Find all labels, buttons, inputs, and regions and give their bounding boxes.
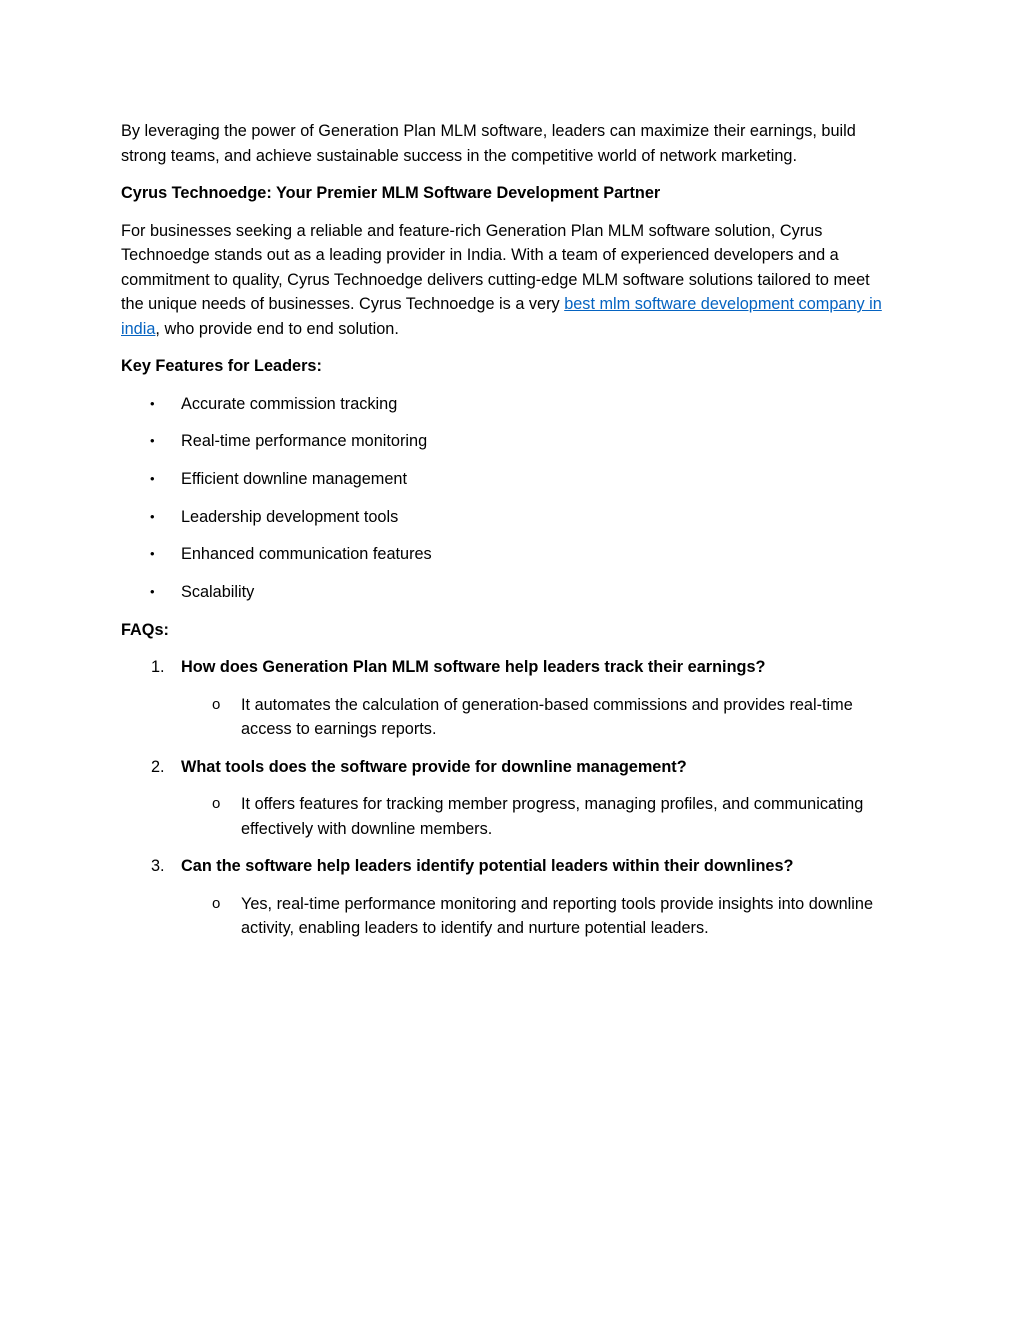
feature-text: Enhanced communication features xyxy=(181,545,432,564)
document-content xyxy=(121,119,896,954)
faq-number: 2. xyxy=(151,757,165,776)
feature-text: Real-time performance monitoring xyxy=(181,432,428,451)
circle-bullet-icon: o xyxy=(212,795,221,813)
list-item xyxy=(121,392,896,417)
bullet-icon: • xyxy=(150,470,155,486)
faq-answer-text: Yes, real-time performance monitoring and reporting tools provide insights into downline activity, enabling leaders to identify and nurture potential leaders. xyxy=(241,894,873,938)
faq-question: What tools does the software provide for downline management? xyxy=(181,757,687,776)
faq-answer-text: It offers features for tracking member progress, managing profiles, and communicating effectively with downline members. xyxy=(241,795,864,838)
faq-item xyxy=(121,655,896,742)
features-heading: Key Features for Leaders: xyxy=(121,357,322,375)
faq-answer xyxy=(181,892,896,941)
list-item xyxy=(121,505,896,530)
faq-answer-text: It automates the calculation of generation-based commissions and provides real-time access to earnings reports. xyxy=(241,695,853,739)
faq-number: 3. xyxy=(151,857,165,876)
bullet-icon: • xyxy=(150,433,155,449)
feature-text: Accurate commission tracking xyxy=(181,394,398,413)
list-item xyxy=(121,580,896,605)
partner-paragraph xyxy=(121,219,896,342)
faqs-list xyxy=(121,655,896,941)
mlm-company-link[interactable]: best mlm software development company in india xyxy=(121,295,882,338)
partner-text-after-link: , who provide end to end solution. xyxy=(155,319,399,338)
features-list xyxy=(121,392,896,605)
bullet-icon: • xyxy=(150,583,155,599)
feature-text: Efficient downline management xyxy=(181,469,407,488)
list-item xyxy=(121,429,896,454)
bullet-icon: • xyxy=(150,395,155,411)
faq-item xyxy=(121,755,896,842)
partner-text-before-link: For businesses seeking a reliable and feature-rich Generation Plan MLM software solution, Cyrus Technoedge stands out as a leading provider in India. With a team of experienced developers and a commitment to quality, Cyrus Technoedge delivers cutting-edge MLM software solutions tailored to meet the unique needs of businesses. Cyrus Technoedge is a very xyxy=(121,221,870,313)
feature-text: Leadership development tools xyxy=(181,507,399,526)
faq-answer xyxy=(181,693,896,742)
partner-heading: Cyrus Technoedge: Your Premier MLM Software Development Partner xyxy=(121,184,661,202)
bullet-icon: • xyxy=(150,508,155,524)
faq-answer xyxy=(181,792,896,841)
circle-bullet-icon: o xyxy=(212,695,221,713)
intro-paragraph: By leveraging the power of Generation Plan MLM software, leaders can maximize their earnings, build strong teams, and achieve sustainable success in the competitive world of network marketing. xyxy=(121,122,856,165)
list-item xyxy=(121,467,896,492)
faq-question: How does Generation Plan MLM software help leaders track their earnings? xyxy=(181,658,766,677)
faqs-heading: FAQs: xyxy=(121,620,169,639)
faq-question: Can the software help leaders identify potential leaders within their downlines? xyxy=(181,857,794,876)
feature-text: Scalability xyxy=(181,582,255,601)
list-item xyxy=(121,542,896,567)
circle-bullet-icon: o xyxy=(212,894,221,912)
faq-number: 1. xyxy=(151,658,165,677)
bullet-icon: • xyxy=(150,546,155,562)
faq-item xyxy=(121,854,896,941)
